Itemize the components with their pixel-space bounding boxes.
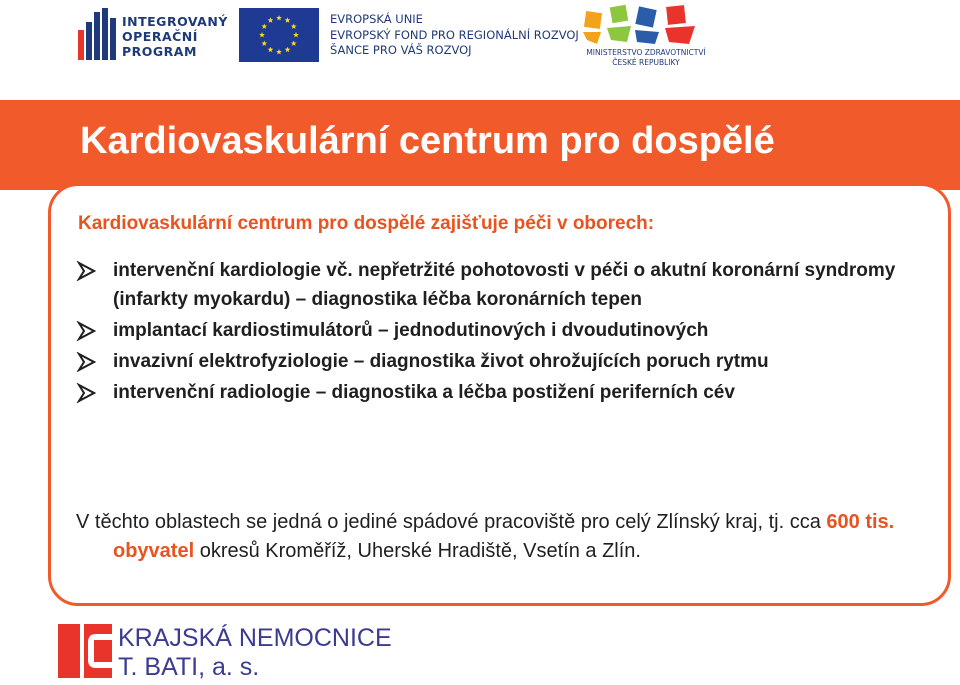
iop-bars-icon	[78, 8, 116, 60]
eu-line-2: EVROPSKÝ FOND PRO REGIONÁLNÍ ROZVOJ	[330, 27, 579, 42]
eu-line-3: ŠANCE PRO VÁŠ ROZVOJ	[330, 43, 472, 57]
eu-logo-text	[330, 12, 579, 59]
eu-flag-icon	[239, 8, 319, 62]
iop-logo-text	[122, 14, 228, 59]
logo-strip	[0, 0, 960, 80]
arrow-bullet-icon	[76, 352, 96, 372]
paragraph-text-after: okresů Kroměříž, Uherské Hradiště, Vsetín a Zlín.	[194, 540, 641, 562]
paragraph-text-before: V těchto oblastech se jedná o jediné spádové pracoviště pro celý Zlínský kraj, tj. cca	[76, 511, 827, 533]
population-highlight: 600 tis. obyvatel	[113, 511, 895, 562]
iop-line-2: OPERAČNÍ	[122, 29, 198, 44]
list-item	[76, 378, 906, 407]
specialty-list	[76, 256, 906, 409]
ministry-line-2: ČESKÉ REPUBLIKY	[612, 58, 680, 67]
arrow-bullet-icon	[76, 321, 96, 341]
hospital-name-line-2: T. BATI, a. s.	[118, 653, 260, 681]
list-item	[76, 347, 906, 376]
list-item-text: invazivní elektrofyziologie – diagnostika život ohrožujících poruch rytmu	[113, 351, 769, 372]
ministry-logo-text	[581, 48, 711, 68]
iop-logo	[78, 8, 228, 66]
list-item-text: intervenční radiologie – diagnostika a léčba postižení periferních cév	[113, 382, 735, 403]
summary-paragraph	[76, 508, 960, 566]
page-title: Kardiovaskulární centrum pro dospělé	[80, 120, 775, 162]
list-item	[76, 256, 906, 314]
list-item	[76, 316, 906, 345]
eu-line-1: EVROPSKÁ UNIE	[330, 12, 423, 26]
list-item-text: implantací kardiostimulátorů – jednodutinových i dvoudutinových	[113, 320, 709, 341]
arrow-bullet-icon	[76, 261, 96, 281]
arrow-bullet-icon	[76, 383, 96, 403]
ministry-line-1: MINISTERSTVO ZDRAVOTNICTVÍ	[586, 48, 706, 57]
section-subtitle: Kardiovaskulární centrum pro dospělé zajišťuje péči v oborech:	[78, 213, 655, 234]
iop-line-3: PROGRAM	[122, 44, 197, 59]
iop-line-1: INTEGROVANÝ	[122, 14, 228, 29]
hospital-name-line-1: KRAJSKÁ NEMOCNICE	[118, 624, 392, 652]
hospital-name	[118, 624, 392, 682]
hospital-logo-icon	[58, 624, 112, 678]
list-item-text: intervenční kardiologie vč. nepřetržité pohotovosti v péči o akutní koronární syndromy (infarkty myokardu) – diagnostika léčba koronárních tepen	[113, 260, 896, 310]
